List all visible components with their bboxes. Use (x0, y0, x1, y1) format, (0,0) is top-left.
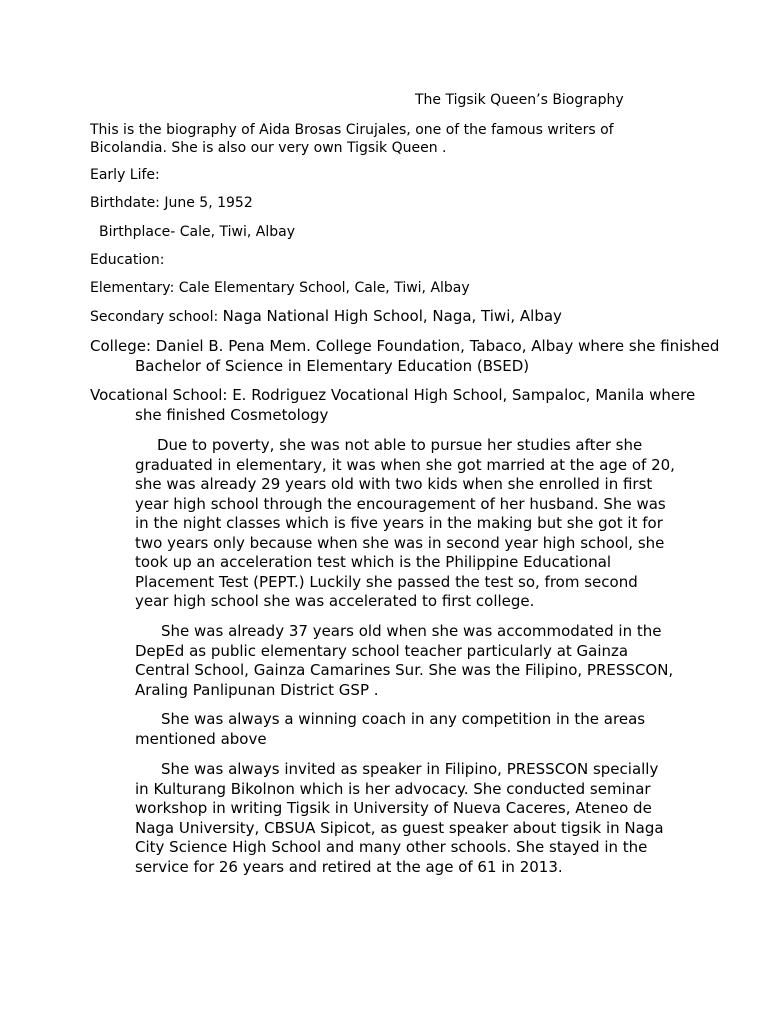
elementary-line: Elementary: Cale Elementary School, Cale, Tiwi, Albay (90, 280, 470, 296)
vocational-line: Vocational School: E. Rodriguez Vocational High School, Sampaloc, Manila where she finished Cosmetology (90, 386, 696, 424)
paragraph-speaker-text: She was always invited as speaker in Filipino, PRESSCON specially in Kulturang Bikolnon which is her advocacy. She conducted seminar workshop in writing Tigsik in University of Nueva Caceres, Ateneo de Naga University, CBSUA Sipicot, as guest speaker about tigsik in Naga City Science High School and many other schools. She stayed in the service for 26 years and retired at the age of 61 in 2013. (135, 760, 664, 876)
birthplace-line: Birthplace- Cale, Tiwi, Albay (99, 224, 296, 240)
early-life-heading: Early Life: (90, 167, 160, 183)
secondary-value: Naga National High School, Naga, Tiwi, Albay (222, 307, 562, 325)
paragraph-coach (135, 710, 685, 749)
document-title: The Tigsik Queen’s Biography (415, 92, 624, 108)
secondary-line (90, 307, 690, 326)
paragraph-poverty-text: Due to poverty, she was not able to pursue her studies after she graduated in elementary, it was when she got married at the age of 20, she was already 29 years old with two kids when she enrolled in first year high school through the encouragement of her husband. She was in the night classes which is five years in the making but she got it for two years only because when she was in second year high school, she took up an acceleration test which is the Philippine Educational Placement Test (PEPT.) Luckily she passed the test so, from second year high school she was accelerated to first college. (135, 436, 675, 610)
paragraph-speaker (135, 760, 675, 877)
paragraph-teacher-text: She was already 37 years old when she was accommodated in the DepEd as public elementary school teacher particularly at Gainza Central School, Gainza Camarines Sur. She was the Filipino, PRESSCON, Araling Panlipunan District GSP . (135, 622, 674, 699)
college-line: College: Daniel B. Pena Mem. College Foundation, Tabaco, Albay where she finished Bachelor of Science in Elementary Education (BSED) (90, 337, 720, 375)
education-heading: Education: (90, 252, 165, 268)
birthdate-line: Birthdate: June 5, 1952 (90, 195, 253, 211)
paragraph-teacher (135, 622, 685, 700)
paragraph-poverty (135, 436, 675, 612)
intro-paragraph: This is the biography of Aida Brosas Cirujales, one of the famous writers of Bicolandia. She is also our very own Tigsik Queen . (90, 122, 614, 156)
paragraph-coach-text: She was always a winning coach in any competition in the areas mentioned above (135, 710, 646, 748)
secondary-label: Secondary school: (90, 309, 219, 325)
